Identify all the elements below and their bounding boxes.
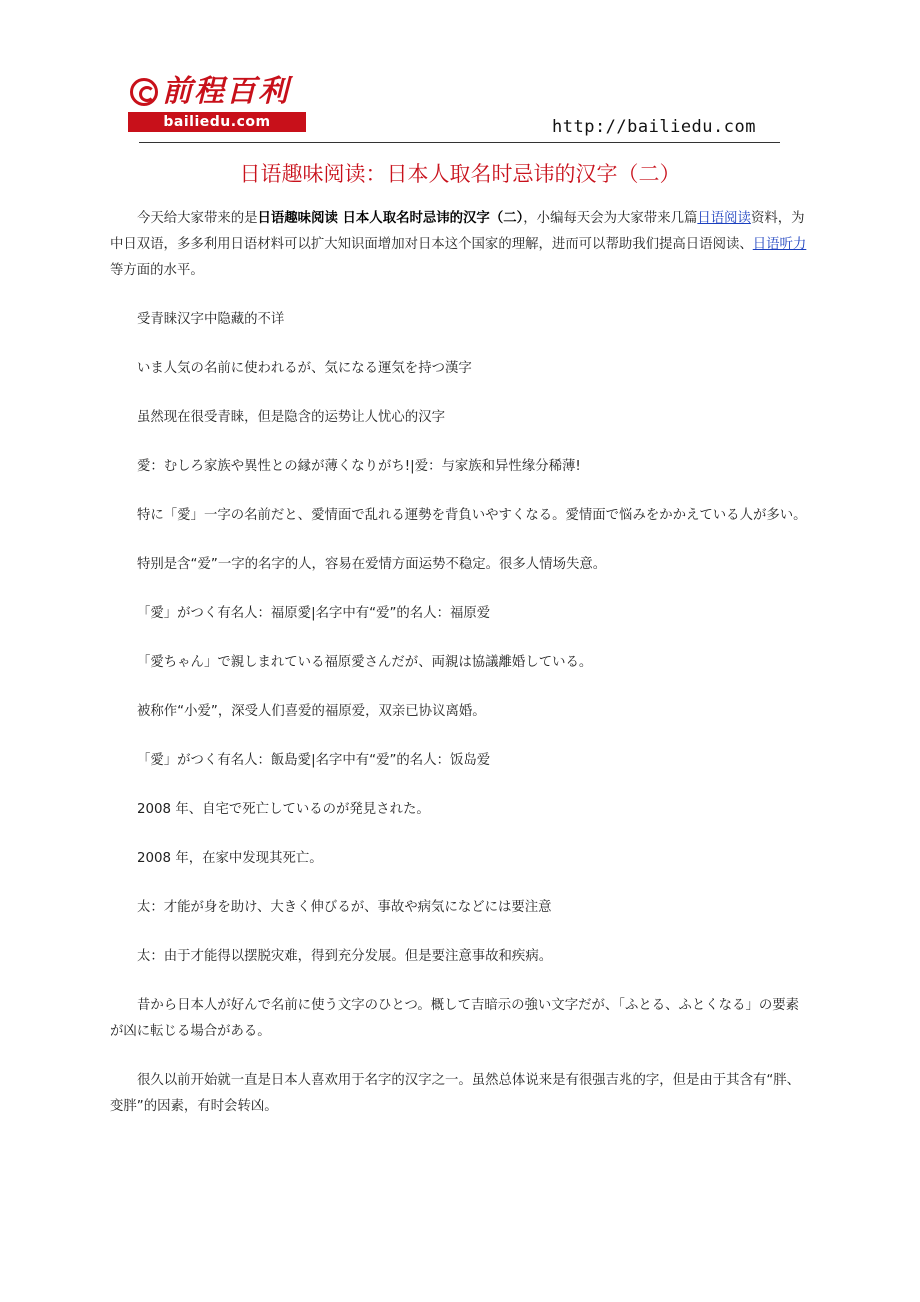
logo-url-bar: bailiedu.com	[128, 112, 306, 132]
paragraph-gap	[110, 970, 812, 993]
paragraph-gap	[110, 823, 812, 846]
paragraph: いま人気の名前に使われるが、気になる運気を持つ漢字	[137, 361, 472, 376]
paragraph-gap	[110, 725, 812, 748]
paragraph: 「愛」がつく有名人：福原愛|名字中有“爱”的名人：福原爱	[137, 606, 491, 621]
paragraph-gap	[110, 333, 812, 356]
paragraph: 太：才能が身を助け、大きく伸びるが、事故や病気になどには要注意	[137, 900, 552, 915]
paragraph-gap	[110, 872, 812, 895]
intro-text-mid: ，小编每天会为大家带来几篇	[523, 211, 698, 226]
paragraph-gap	[110, 480, 812, 503]
paragraph: 2008 年，在家中发现其死亡。	[137, 851, 323, 866]
intro-paragraph	[110, 206, 812, 284]
paragraph: 特に「愛」一字の名前だと、愛情面で乱れる運勢を背負いやすくなる。愛情面で悩みをかかえている人が多い。	[137, 508, 807, 523]
logo-top	[128, 74, 306, 110]
paragraph: 「愛ちゃん」で親しまれている福原愛さんだが、両親は協議離婚している。	[137, 655, 593, 670]
paragraph: 虽然现在很受青睐，但是隐含的运势让人忧心的汉字	[137, 410, 445, 425]
paragraph-gap	[110, 382, 812, 405]
intro-text-start: 今天给大家带来的是	[137, 211, 258, 226]
intro-text-end: 等方面的水平。	[110, 263, 204, 278]
logo-brand-name: 前程百利	[162, 74, 290, 109]
paragraph: 太：由于才能得以摆脱灾难，得到充分发展。但是要注意事故和疾病。	[137, 949, 553, 964]
logo-swirl-icon	[130, 78, 158, 106]
paragraph: 特别是含“爱”一字的名字的人，容易在爱情方面运势不稳定。很多人情场失意。	[137, 557, 607, 572]
paragraph: 「愛」がつく有名人：飯島愛|名字中有“爱”的名人：饭岛爱	[137, 753, 491, 768]
paragraph-gap	[110, 1045, 812, 1068]
link-japanese-reading[interactable]: 日语阅读	[697, 211, 751, 226]
paragraph-gap	[110, 774, 812, 797]
intro-text-mid2: 资料，为中日双语，多多利用日语材料可以扩大知识面增加对日本这个国家的理解，进而可以帮助我们提高日语阅读、	[110, 211, 805, 252]
paragraph: 2008 年、自宅で死亡しているのが発見された。	[137, 802, 430, 817]
page-title: 日语趣味阅读：日本人取名时忌讳的汉字（二）	[239, 162, 681, 186]
header-divider	[139, 142, 780, 143]
article-body	[110, 206, 812, 1120]
paragraph: 很久以前开始就一直是日本人喜欢用于名字的汉字之一。虽然总体说来是有很强吉兆的字，但是由于其含有“胖、变胖”的因素，有时会转凶。	[110, 1073, 801, 1114]
paragraph-gap	[110, 578, 812, 601]
paragraph: 受青睐汉字中隐藏的不详	[137, 312, 285, 327]
paragraph-gap	[110, 676, 812, 699]
link-japanese-listening[interactable]: 日语听力	[752, 237, 807, 252]
paragraph-gap	[110, 627, 812, 650]
paragraph: 被称作“小爱”，深受人们喜爱的福原爱，双亲已协议离婚。	[137, 704, 486, 719]
site-url[interactable]: http://bailiedu.com	[552, 117, 756, 137]
paragraph: 昔から日本人が好んで名前に使う文字のひとつ。概して吉暗示の強い文字だが、「ふとる、ふとくなる」の要素が凶に転じる場合がある。	[110, 998, 800, 1039]
paragraph-gap	[110, 529, 812, 552]
intro-bold-title: 日语趣味阅读 日本人取名时忌讳的汉字（二）	[257, 211, 524, 226]
paragraph-gap	[110, 284, 812, 307]
paragraph-gap	[110, 431, 812, 454]
paragraph-gap	[110, 921, 812, 944]
site-logo[interactable]	[128, 74, 306, 132]
paragraph: 愛：むしろ家族や異性との縁が薄くなりがち!|爱：与家族和异性缘分稀薄!	[137, 459, 581, 474]
